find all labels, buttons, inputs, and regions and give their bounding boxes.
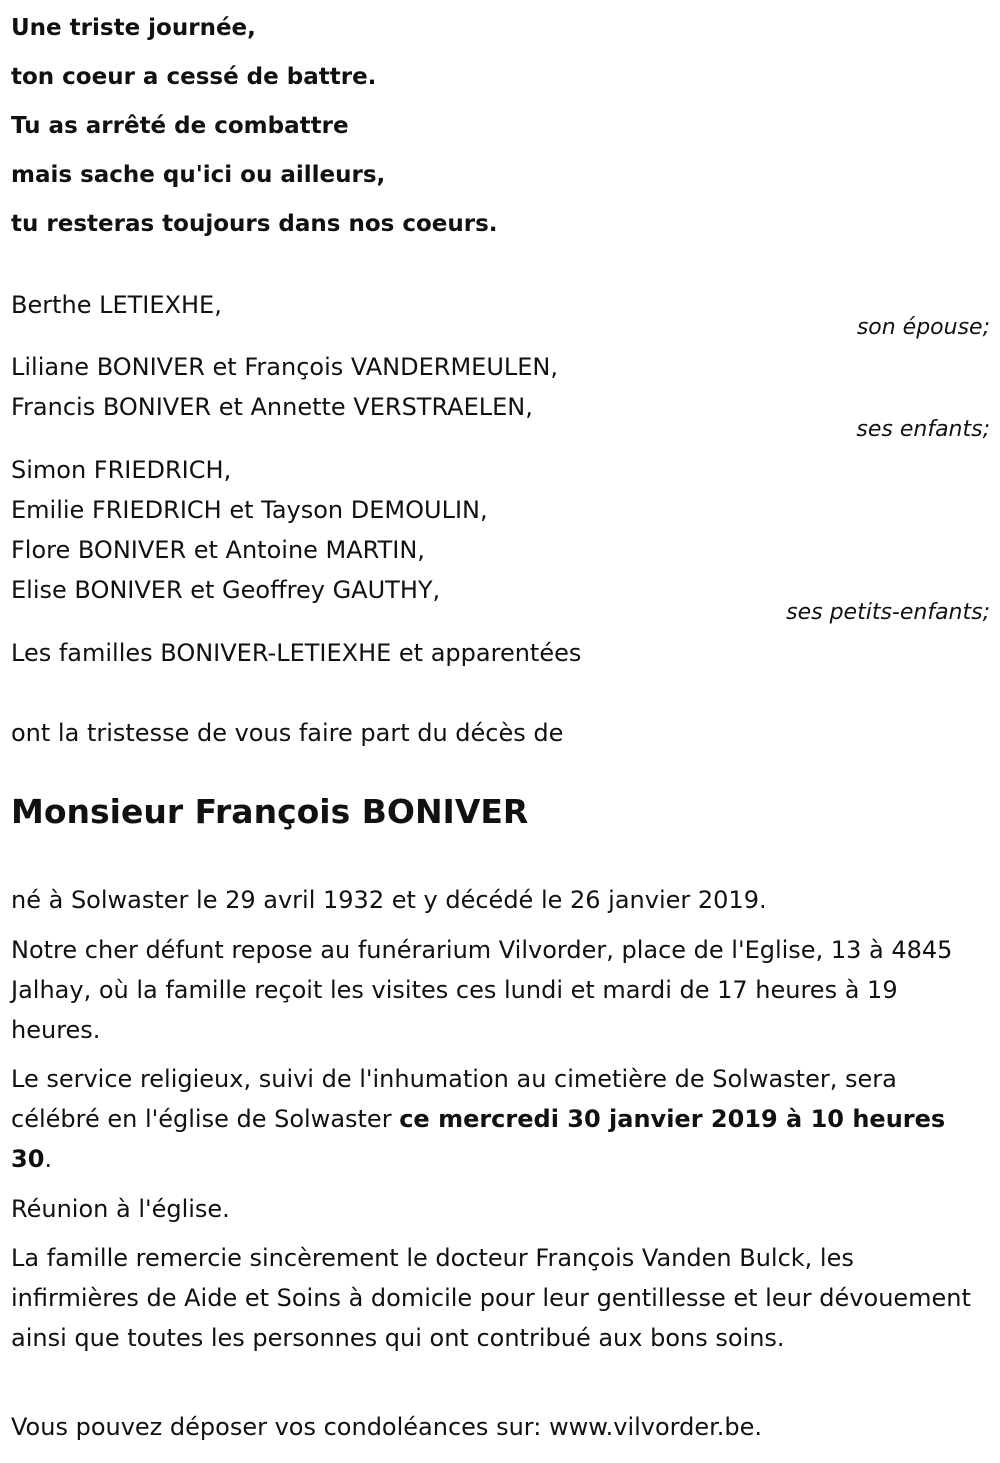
spouse-role: son épouse; bbox=[856, 315, 990, 340]
deceased-name: Monsieur François BONIVER bbox=[11, 792, 529, 831]
poem-line-2: ton coeur a cessé de battre. bbox=[11, 64, 377, 90]
poem-line-4: mais sache qu'ici ou ailleurs, bbox=[11, 162, 386, 188]
service-end: . bbox=[44, 1145, 53, 1173]
service-time: ce mercredi 30 janvier 2019 à 10 heures 30 bbox=[11, 1105, 946, 1173]
grandchildren-role: ses petits-enfants; bbox=[786, 600, 990, 625]
child-line-1: Liliane BONIVER et François VANDERMEULEN, bbox=[11, 353, 558, 381]
poem-line-3: Tu as arrêté de combattre bbox=[11, 113, 349, 139]
condolences: Vous pouvez déposer vos condoléances sur: www.vilvorder.be. bbox=[11, 1413, 763, 1441]
grandchild-line-4: Elise BONIVER et Geoffrey GAUTHY, bbox=[11, 576, 441, 604]
grandchild-line-3: Flore BONIVER et Antoine MARTIN, bbox=[11, 536, 425, 564]
grandchild-line-1: Simon FRIEDRICH, bbox=[11, 456, 232, 484]
families-line: Les familles BONIVER-LETIEXHE et apparentées bbox=[11, 639, 582, 667]
grandchild-line-2: Emilie FRIEDRICH et Tayson DEMOULIN, bbox=[11, 496, 488, 524]
birth-death: né à Solwaster le 29 avril 1932 et y décédé le 26 janvier 2019. bbox=[11, 886, 767, 914]
spouse-name: Berthe LETIEXHE, bbox=[11, 291, 222, 319]
children-role: ses enfants; bbox=[856, 417, 990, 442]
service-paragraph bbox=[11, 1059, 989, 1179]
service-text: Le service religieux, suivi de l'inhumation au cimetière de Solwaster, sera célébré en l'église de Solwaster bbox=[11, 1065, 897, 1133]
thanks-paragraph: La famille remercie sincèrement le docteur François Vanden Bulck, les infirmières de Aide et Soins à domicile pour leur gentillesse et leur dévouement ainsi que toutes les personnes qui ont contribué aux bons soins. bbox=[11, 1244, 971, 1352]
rest-paragraph: Notre cher défunt repose au funérarium Vilvorder, place de l'Eglise, 13 à 4845 Jalhay, où la famille reçoit les visites ces lundi et mardi de 17 heures à 19 heures. bbox=[11, 936, 953, 1044]
meeting: Réunion à l'église. bbox=[11, 1195, 230, 1223]
child-line-2: Francis BONIVER et Annette VERSTRAELEN, bbox=[11, 393, 533, 421]
poem-line-1: Une triste journée, bbox=[11, 15, 256, 41]
announcement: ont la tristesse de vous faire part du décès de bbox=[11, 719, 564, 747]
poem-line-5: tu resteras toujours dans nos coeurs. bbox=[11, 211, 498, 237]
